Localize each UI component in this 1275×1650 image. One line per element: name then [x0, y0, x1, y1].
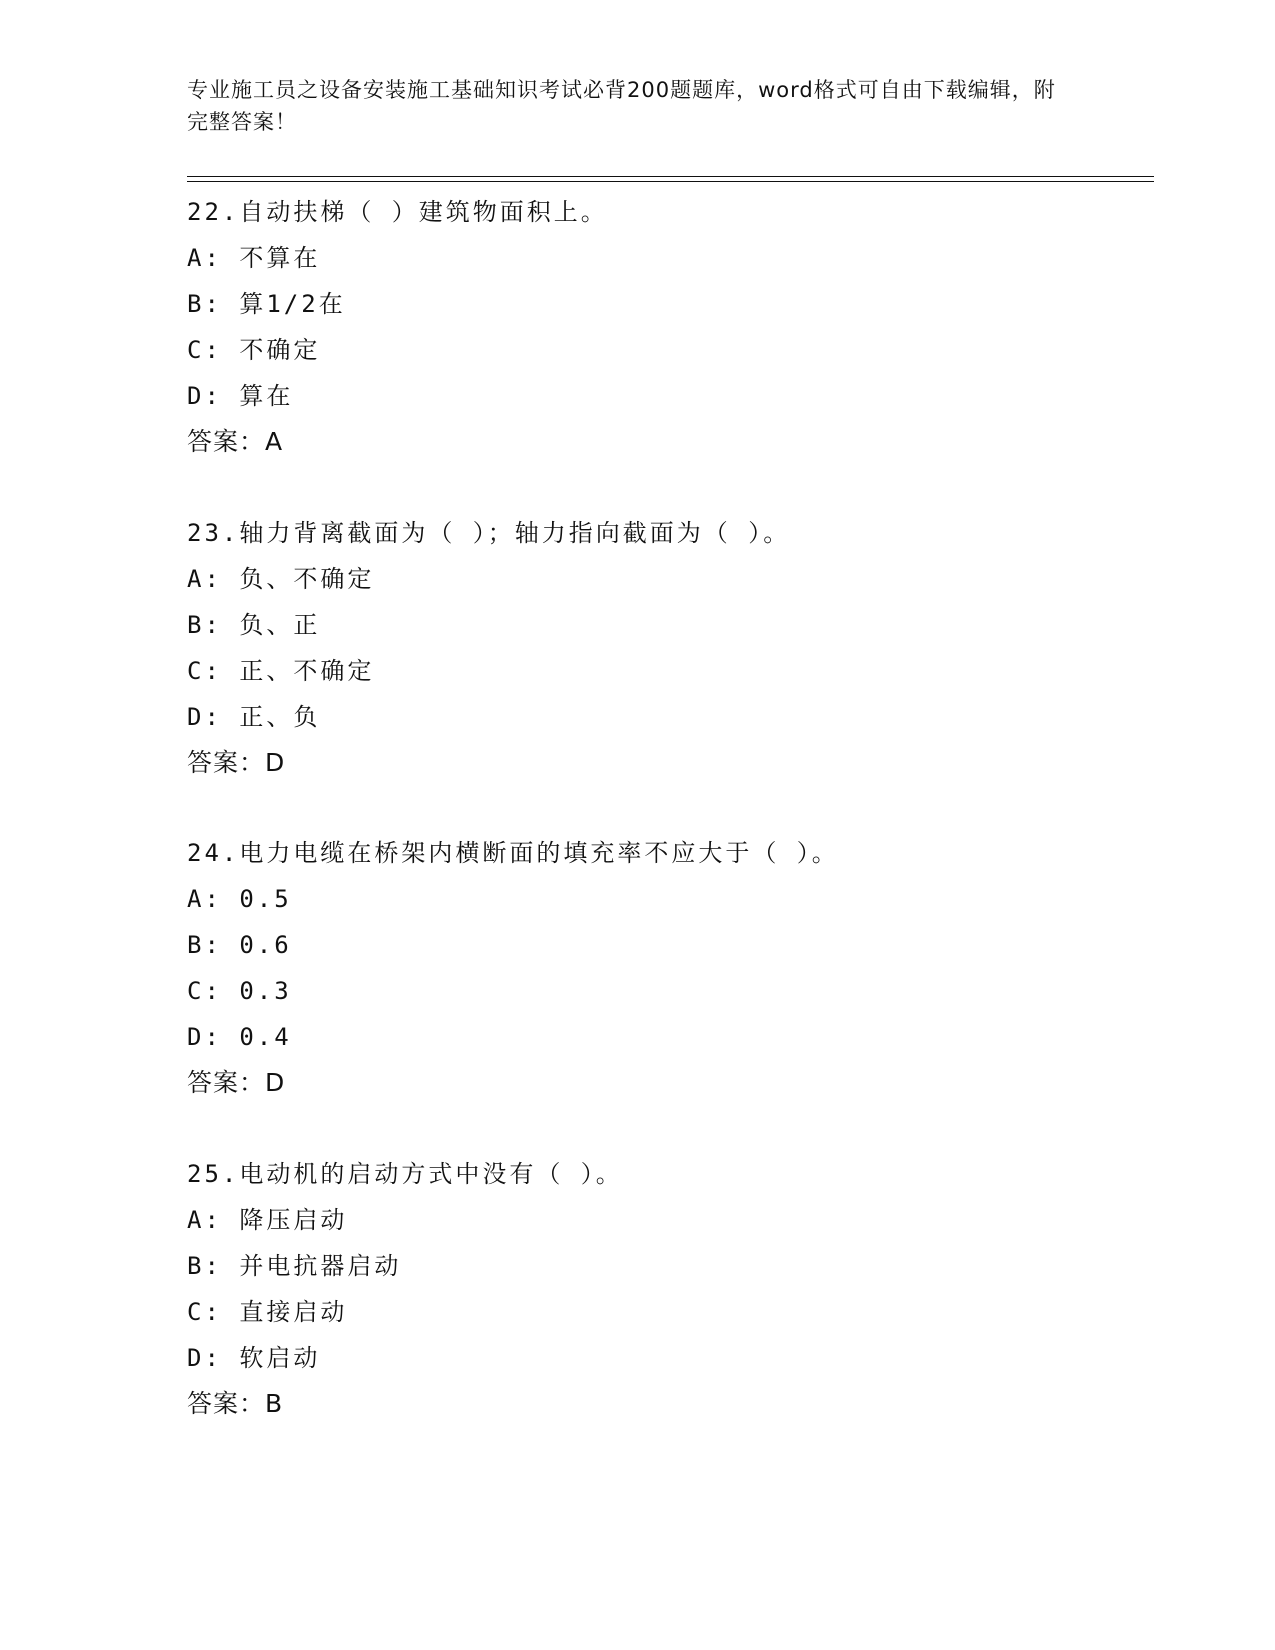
header-divider-top — [187, 176, 1154, 177]
answer-line: 答案：D — [187, 748, 286, 777]
answer-line: 答案：D — [187, 1068, 286, 1097]
question-stem: 24.电力电缆在桥架内横断面的填充率不应大于（ ）。 — [187, 839, 839, 867]
option-a: A: 负、不确定 — [187, 565, 375, 593]
option-b: B: 0.6 — [187, 931, 292, 959]
document-title: 专业施工员之设备安装施工基础知识考试必背200题题库，word格式可自由下载编辑，附完整答案！ — [187, 78, 1056, 134]
option-b: B: 并电抗器启动 — [187, 1252, 402, 1280]
option-a: A: 0.5 — [187, 885, 292, 913]
question-24 — [187, 830, 1147, 1106]
question-23 — [187, 510, 1147, 786]
answer-line: 答案：B — [187, 1389, 284, 1418]
option-c: C: 直接启动 — [187, 1298, 348, 1326]
option-c: C: 正、不确定 — [187, 657, 375, 685]
option-b: B: 算1/2在 — [187, 290, 346, 318]
option-b: B: 负、正 — [187, 611, 321, 639]
answer-line: 答案：A — [187, 427, 284, 456]
question-stem: 22.自动扶梯（ ）建筑物面积上。 — [187, 198, 608, 226]
option-d: D: 正、负 — [187, 703, 321, 731]
question-25 — [187, 1151, 1147, 1427]
option-d: D: 软启动 — [187, 1344, 321, 1372]
option-c: C: 不确定 — [187, 336, 321, 364]
question-22 — [187, 189, 1147, 465]
question-stem: 25.电动机的启动方式中没有（ ）。 — [187, 1160, 623, 1188]
option-d: D: 算在 — [187, 382, 294, 410]
option-d: D: 0.4 — [187, 1023, 292, 1051]
option-c: C: 0.3 — [187, 977, 292, 1005]
question-stem: 23.轴力背离截面为（ ）；轴力指向截面为（ ）。 — [187, 519, 791, 547]
option-a: A: 不算在 — [187, 244, 321, 272]
option-a: A: 降压启动 — [187, 1206, 348, 1234]
header-divider-bottom — [187, 181, 1154, 182]
